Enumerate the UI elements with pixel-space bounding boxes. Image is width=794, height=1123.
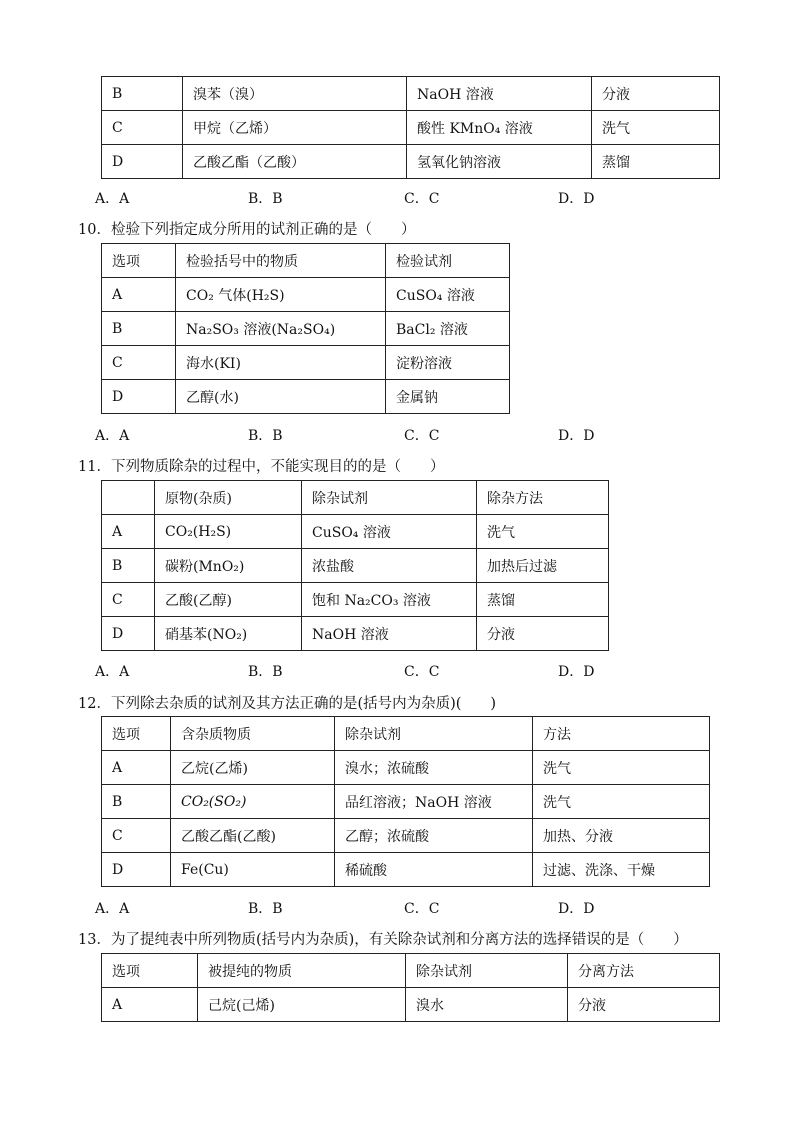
cell: 洗气 [533, 751, 710, 785]
table-row [102, 617, 609, 651]
option-a[interactable]: A．A [95, 428, 130, 444]
cell: 海水(KI) [176, 346, 386, 380]
cell: 检验试剂 [386, 244, 510, 278]
option-d[interactable]: D．D [558, 664, 595, 680]
option-c[interactable]: C．C [404, 428, 440, 444]
option-b[interactable]: B．B [248, 901, 283, 917]
cell: 分离方法 [568, 954, 720, 988]
q10-table [101, 243, 510, 414]
cell: 分液 [477, 617, 609, 651]
cell: B [102, 785, 171, 819]
cell: 被提纯的物质 [198, 954, 406, 988]
cell: C [102, 819, 171, 853]
cell: 碳粉(MnO₂) [155, 549, 302, 583]
option-d[interactable]: D．D [558, 901, 595, 917]
cell: 己烷(己烯) [198, 988, 406, 1022]
table-row [102, 244, 510, 278]
table-row [102, 312, 510, 346]
cell [102, 481, 155, 515]
cell: 除杂试剂 [335, 717, 533, 751]
cell: BaCl₂ 溶液 [386, 312, 510, 346]
cell: C [102, 111, 183, 145]
table-row [102, 515, 609, 549]
cell: 乙酸乙酯(乙酸) [171, 819, 335, 853]
table-row [102, 717, 710, 751]
cell: 金属钠 [386, 380, 510, 414]
cell: 蒸馏 [592, 145, 720, 179]
cell: 乙酸(乙醇) [155, 583, 302, 617]
table-row [102, 785, 710, 819]
cell: 加热、分液 [533, 819, 710, 853]
cell: 酸性 KMnO₄ 溶液 [407, 111, 592, 145]
cell: D [102, 145, 183, 179]
cell: D [102, 380, 176, 414]
cell: 乙酸乙酯（乙酸） [183, 145, 407, 179]
cell: CuSO₄ 溶液 [386, 278, 510, 312]
cell: CO₂(SO₂) [171, 785, 335, 819]
q10-stem: 10．检验下列指定成分所用的试剂正确的是（ ） [78, 222, 416, 238]
option-c[interactable]: C．C [404, 191, 440, 207]
cell: C [102, 346, 176, 380]
cell: 淀粉溶液 [386, 346, 510, 380]
cell: 选项 [102, 717, 171, 751]
cell: D [102, 617, 155, 651]
cell: NaOH 溶液 [302, 617, 477, 651]
cell: Fe(Cu) [171, 853, 335, 887]
table-row [102, 346, 510, 380]
cell: A [102, 988, 198, 1022]
cell: 浓盐酸 [302, 549, 477, 583]
table-row [102, 954, 720, 988]
cell: 乙醇(水) [176, 380, 386, 414]
table-row [102, 111, 720, 145]
cell: 氢氧化钠溶液 [407, 145, 592, 179]
option-d[interactable]: D．D [558, 191, 595, 207]
cell: 洗气 [592, 111, 720, 145]
table-row [102, 145, 720, 179]
cell: 检验括号中的物质 [176, 244, 386, 278]
option-a[interactable]: A．A [95, 191, 130, 207]
table-row [102, 77, 720, 111]
cell: NaOH 溶液 [407, 77, 592, 111]
q13-stem: 13．为了提纯表中所列物质(括号内为杂质)，有关除杂试剂和分离方法的选择错误的是（ ） [78, 932, 688, 948]
cell: 选项 [102, 954, 198, 988]
cell: 洗气 [533, 785, 710, 819]
cell: 甲烷（乙烯） [183, 111, 407, 145]
table-row [102, 380, 510, 414]
cell: 溴苯（溴） [183, 77, 407, 111]
cell: 洗气 [477, 515, 609, 549]
table-row [102, 853, 710, 887]
cell: CuSO₄ 溶液 [302, 515, 477, 549]
cell: B [102, 312, 176, 346]
cell: 蒸馏 [477, 583, 609, 617]
cell: 品红溶液；NaOH 溶液 [335, 785, 533, 819]
q9-table [101, 76, 720, 179]
table-row [102, 278, 510, 312]
cell: 硝基苯(NO₂) [155, 617, 302, 651]
q12-table [101, 716, 710, 887]
table-row [102, 751, 710, 785]
option-a[interactable]: A．A [95, 664, 130, 680]
table-row [102, 549, 609, 583]
cell: 溴水；浓硫酸 [335, 751, 533, 785]
option-c[interactable]: C．C [404, 901, 440, 917]
cell: A [102, 751, 171, 785]
cell: D [102, 853, 171, 887]
cell: 分液 [568, 988, 720, 1022]
cell: A [102, 278, 176, 312]
q13-table [101, 953, 720, 1022]
table-row [102, 583, 609, 617]
cell: 乙醇；浓硫酸 [335, 819, 533, 853]
q11-stem: 11．下列物质除杂的过程中，不能实现目的的是（ ） [78, 459, 445, 475]
cell: 分液 [592, 77, 720, 111]
cell: 选项 [102, 244, 176, 278]
option-b[interactable]: B．B [248, 428, 283, 444]
option-c[interactable]: C．C [404, 664, 440, 680]
table-row [102, 481, 609, 515]
cell: 饱和 Na₂CO₃ 溶液 [302, 583, 477, 617]
cell: 方法 [533, 717, 710, 751]
cell: 除杂方法 [477, 481, 609, 515]
cell: Na₂SO₃ 溶液(Na₂SO₄) [176, 312, 386, 346]
table-row [102, 988, 720, 1022]
cell: 含杂质物质 [171, 717, 335, 751]
cell: 加热后过滤 [477, 549, 609, 583]
cell: 稀硫酸 [335, 853, 533, 887]
option-a[interactable]: A．A [95, 901, 130, 917]
q11-table [101, 480, 609, 651]
cell: C [102, 583, 155, 617]
cell: 除杂试剂 [302, 481, 477, 515]
cell: 溴水 [406, 988, 568, 1022]
q12-stem: 12．下列除去杂质的试剂及其方法正确的是(括号内为杂质)( ) [78, 696, 497, 712]
cell: 乙烷(乙烯) [171, 751, 335, 785]
table-row [102, 819, 710, 853]
cell: 除杂试剂 [406, 954, 568, 988]
cell: CO₂(H₂S) [155, 515, 302, 549]
cell: B [102, 77, 183, 111]
cell: 过滤、洗涤、干燥 [533, 853, 710, 887]
option-b[interactable]: B．B [248, 191, 283, 207]
cell: 原物(杂质) [155, 481, 302, 515]
cell: CO₂ 气体(H₂S) [176, 278, 386, 312]
option-d[interactable]: D．D [558, 428, 595, 444]
cell: B [102, 549, 155, 583]
cell: A [102, 515, 155, 549]
option-b[interactable]: B．B [248, 664, 283, 680]
